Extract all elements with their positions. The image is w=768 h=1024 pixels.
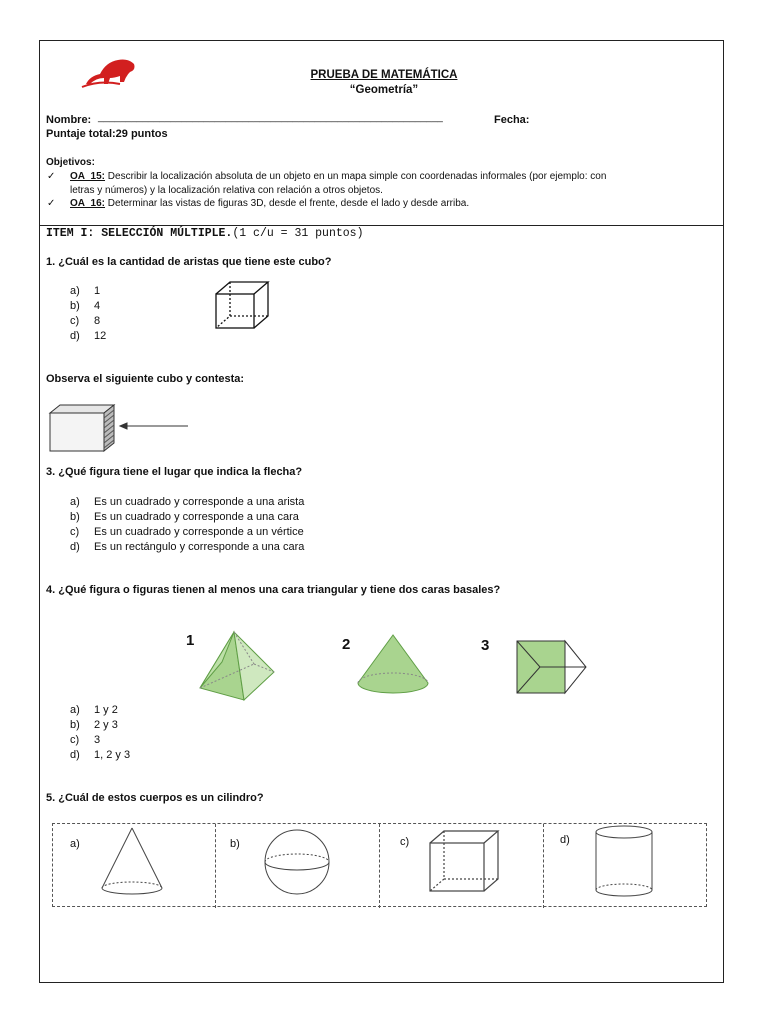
q1-option-b[interactable]: b) 4 bbox=[70, 300, 101, 312]
q4-option-b[interactable]: b) 2 y 3 bbox=[70, 719, 118, 731]
pyramid-icon bbox=[196, 630, 276, 702]
question-1: 1. ¿Cuál es la cantidad de aristas que tiene este cubo? bbox=[46, 256, 332, 268]
date-label: Fecha: bbox=[494, 114, 530, 126]
cylinder-outline-icon bbox=[594, 824, 654, 898]
sphere-outline-icon bbox=[262, 829, 332, 895]
shaded-cube-icon bbox=[48, 403, 193, 453]
figure-number-1: 1 bbox=[186, 632, 195, 649]
wireframe-cube-icon bbox=[214, 280, 270, 330]
objective-2: OA_16: Determinar las vistas de figuras 3D, desde el frente, desde el lado y desde arriba. bbox=[70, 198, 470, 209]
q5-cell-label-a: a) bbox=[70, 838, 80, 850]
q4-option-d[interactable]: d) 1, 2 y 3 bbox=[70, 749, 131, 761]
q1-option-d[interactable]: d) 12 bbox=[70, 330, 107, 342]
figure-number-3: 3 bbox=[481, 637, 490, 654]
page-subtitle: “Geometría” bbox=[349, 84, 419, 96]
cone-outline-icon bbox=[100, 826, 164, 896]
q5-cell-label-c: c) bbox=[400, 836, 410, 848]
q5-cell-label-d: d) bbox=[560, 834, 570, 846]
check-icon: ✓ bbox=[47, 171, 56, 182]
q1-option-a[interactable]: a) 1 bbox=[70, 285, 101, 297]
q3-option-d[interactable]: d) Es un rectángulo y corresponde a una cara bbox=[70, 541, 305, 553]
name-label: Nombre: bbox=[46, 114, 92, 126]
cube-outline-icon bbox=[428, 829, 500, 893]
header-divider bbox=[39, 225, 724, 226]
q3-option-b[interactable]: b) Es un cuadrado y corresponde a una cara bbox=[70, 511, 299, 523]
objectives-heading: Objetivos: bbox=[46, 157, 95, 168]
figure-number-2: 2 bbox=[342, 636, 351, 653]
item-heading: ITEM I: SELECCIÓN MÚLTIPLE.(1 c/u = 31 puntos) bbox=[46, 227, 364, 240]
score-label: Puntaje total:29 puntos bbox=[46, 128, 168, 140]
question-5: 5. ¿Cuál de estos cuerpos es un cilindro? bbox=[46, 792, 264, 804]
triangular-prism-icon bbox=[516, 639, 588, 695]
q1-option-c[interactable]: c) 8 bbox=[70, 315, 101, 327]
objective-1-line1: OA_15: Describir la localización absoluta de un objeto en un mapa simple con coordenadas informales (por ejemplo: con bbox=[70, 171, 607, 182]
observe-text: Observa el siguiente cubo y contesta: bbox=[46, 373, 245, 385]
question-4: 4. ¿Qué figura o figuras tienen al menos una cara triangular y tiene dos caras basales? bbox=[46, 584, 501, 596]
question-3: 3. ¿Qué figura tiene el lugar que indica la flecha? bbox=[46, 466, 303, 478]
name-line[interactable]: ______________________________________________________________ bbox=[98, 112, 443, 123]
page-title: PRUEBA DE MATEMÁTICA bbox=[310, 69, 458, 81]
check-icon: ✓ bbox=[47, 198, 56, 209]
cone-icon bbox=[356, 633, 430, 695]
q4-option-a[interactable]: a) 1 y 2 bbox=[70, 704, 118, 716]
q3-option-c[interactable]: c) Es un cuadrado y corresponde a un vértice bbox=[70, 526, 304, 538]
q5-cell-label-b: b) bbox=[230, 838, 240, 850]
q3-option-a[interactable]: a) Es un cuadrado y corresponde a una arista bbox=[70, 496, 305, 508]
q4-option-c[interactable]: c) 3 bbox=[70, 734, 101, 746]
q3-options bbox=[70, 495, 304, 555]
objective-1-line2: letras y números) y la localización relativa con relación a otros objetos. bbox=[70, 185, 383, 196]
q4-options bbox=[70, 703, 130, 763]
q1-options bbox=[70, 284, 106, 344]
